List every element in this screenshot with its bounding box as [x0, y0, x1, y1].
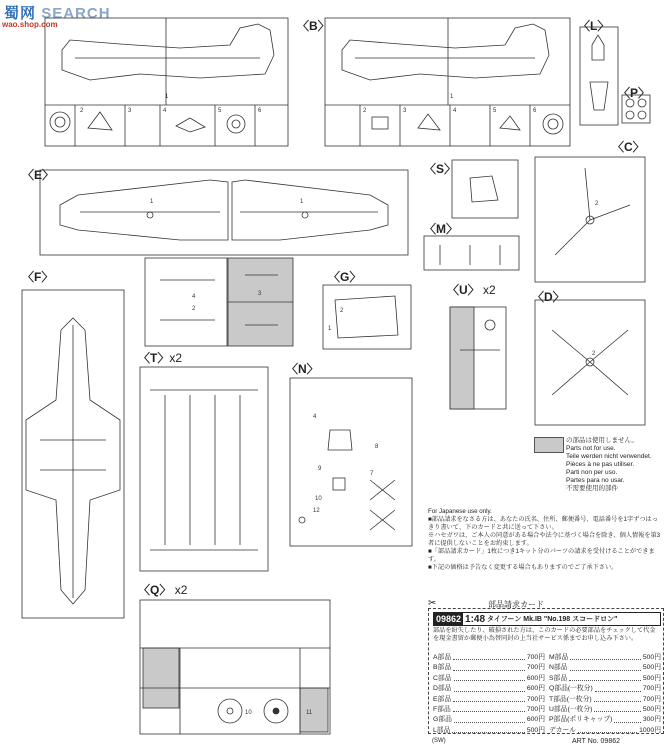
svg-text:2: 2 [595, 201, 599, 207]
scissors-icon: ✂ [428, 598, 437, 609]
price-row: D部品 600円 [433, 685, 545, 693]
watermark-url: wao.shop.com [2, 20, 58, 29]
price-row: N部品 500円 [549, 664, 661, 672]
sprue-label-s: 〈S〉 [424, 162, 457, 176]
card-scale: 1:48 [465, 613, 486, 625]
svg-text:6: 6 [258, 108, 262, 114]
svg-text:2: 2 [592, 351, 596, 357]
svg-text:6: 6 [533, 108, 537, 114]
parts-request-card [428, 598, 666, 738]
svg-text:10: 10 [315, 496, 322, 502]
fuselage-right [342, 24, 549, 80]
price-row: Q部品(一枚分) 700円 [549, 685, 661, 693]
sprue-label-f: 〈F〉 [22, 270, 54, 284]
card-box [428, 608, 664, 734]
svg-text:1: 1 [150, 199, 154, 205]
price-row: S部品 500円 [549, 674, 661, 682]
price-row: M部品 500円 [549, 654, 661, 661]
japanese-note: For Japanese use only. ■部品請求をなさる方は、あなたの氏名、住所、郵便番号、電話番号を1字ずつはっきり書いて、下のカードと共に送って下さい。 ※ハセガワは、ご本人の同意がある場合や法令に基づく場合を除き、個人情報を第3者に提供しないことをお約束します。 ■「部品請求カード」1枚につき1キット分のパーツの請求を受付けることができます。 ■下記の価格は予告なく変更する場合もありますのでご了承下さい。 [428, 508, 661, 571]
sprue-label-b: 〈B〉 [297, 19, 330, 33]
card-title: 部品請求カード [488, 600, 544, 609]
price-row: E部品 700円 [433, 695, 545, 703]
art-number: ART No. 09862 [572, 738, 620, 745]
price-list-right [549, 653, 661, 736]
card-number: 09862 [436, 614, 462, 624]
svg-text:2: 2 [340, 308, 344, 314]
svg-text:4: 4 [453, 108, 457, 114]
svg-text:3: 3 [403, 108, 407, 114]
price-row: P部品(ポリキャップ) 300円 [549, 716, 661, 724]
unused-parts-legend: の部品は使用しません。 Parts not for use. Teile werden nicht verwendet. Pièces à ne pas utiliser. Parti non per uso. Partes para no usar. 不需要使用的部件 [566, 437, 652, 492]
footer-code: (SW) [432, 738, 446, 744]
svg-text:2: 2 [363, 108, 367, 114]
price-row: G部品 600円 [433, 716, 545, 724]
unused-parts-swatch [534, 437, 564, 453]
card-header [433, 612, 661, 626]
card-model: タイフーン Mk.IB "No.198 スコードロン" [487, 616, 618, 623]
svg-text:2: 2 [192, 306, 196, 312]
price-row: C部品 600円 [433, 674, 545, 682]
svg-text:4: 4 [313, 414, 317, 420]
price-row: U部品(一枚分) 500円 [549, 706, 661, 714]
svg-text:4: 4 [192, 294, 196, 300]
svg-text:11: 11 [306, 710, 313, 716]
svg-text:3: 3 [128, 108, 132, 114]
svg-text:5: 5 [218, 108, 222, 114]
svg-text:3: 3 [258, 291, 262, 297]
price-row: デカール 1000円 [549, 726, 661, 734]
svg-text:9: 9 [318, 466, 322, 472]
sprue-label-p: 〈P〉 [618, 86, 651, 100]
svg-text:1: 1 [300, 199, 304, 205]
wing-left [60, 180, 228, 240]
sprue-label-g: 〈G〉 [328, 270, 362, 284]
card-description: 部品を紛失したり、破損された方は、このカードの必要部品をチェックして代金を現金書留か郵便小為替同封の上当社サービス係までお申し込み下さい。 [433, 627, 656, 642]
svg-text:5: 5 [493, 108, 497, 114]
svg-text:2: 2 [80, 108, 84, 114]
svg-text:12: 12 [313, 508, 320, 514]
sprue-label-l: 〈L〉 [578, 19, 610, 33]
wing-right [232, 180, 388, 240]
sprue-label-n: 〈N〉 [286, 362, 319, 376]
price-row: L部品 500円 [433, 726, 545, 734]
svg-text:7: 7 [370, 471, 374, 477]
sprue-label-e: 〈E〉 [22, 168, 55, 182]
svg-text:4: 4 [163, 108, 167, 114]
price-row: F部品 700円 [433, 706, 545, 714]
price-row: B部品 700円 [433, 664, 545, 672]
sprue-label-u: 〈U〉 x2 [447, 283, 496, 297]
sprue-label-t: 〈T〉x2 [138, 351, 183, 365]
svg-text:1: 1 [165, 94, 169, 100]
sprue-label-d: 〈D〉 [532, 290, 565, 304]
svg-text:1: 1 [450, 94, 454, 100]
price-list-left [433, 653, 545, 736]
svg-text:1: 1 [328, 326, 332, 332]
price-row: T部品(一枚分) 700円 [549, 695, 661, 703]
sprue-label-q: 〈Q〉 x2 [138, 583, 188, 597]
sprue-b-frame [45, 18, 570, 146]
sprue-label-c: 〈C〉 [612, 140, 645, 154]
price-row: A部品 700円 [433, 654, 545, 661]
sprue-label-m: 〈M〉 [424, 222, 458, 236]
svg-text:10: 10 [245, 710, 252, 716]
svg-text:8: 8 [375, 444, 379, 450]
fuselage-left [62, 24, 274, 80]
watermark-logo: 蜀网 SEARCH [4, 5, 111, 22]
